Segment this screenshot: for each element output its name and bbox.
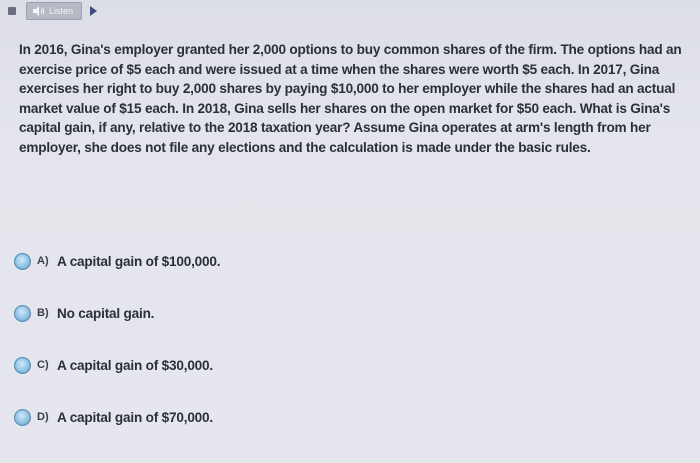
option-b[interactable] <box>14 302 674 324</box>
listen-button[interactable] <box>26 2 82 20</box>
option-a-text: A capital gain of $100,000. <box>57 253 221 269</box>
radio-d[interactable] <box>14 409 31 426</box>
speaker-icon <box>33 6 45 16</box>
option-c[interactable] <box>14 354 674 376</box>
answer-options <box>14 250 674 458</box>
menu-dot-icon[interactable] <box>8 7 16 15</box>
audio-toolbar <box>0 0 140 22</box>
listen-label: Listen <box>49 6 74 16</box>
option-d-letter: D) <box>37 411 49 423</box>
option-d-text: A capital gain of $70,000. <box>57 409 213 425</box>
option-b-letter: B) <box>37 307 49 319</box>
option-a[interactable] <box>14 250 674 272</box>
option-b-text: No capital gain. <box>57 305 155 321</box>
option-c-letter: C) <box>37 359 49 371</box>
option-d[interactable] <box>14 406 674 428</box>
question-text: In 2016, Gina's employer granted her 2,000 options to buy common shares of the firm. The options had an exercise price of $5 each and were issued at a time when the shares were worth $5 each. In 2017, Gina exercises her right to buy 2,000 shares by paying $10,000 to her employer while the shares had an actual market value of $15 each. In 2018, Gina sells her shares on the open market for $50 each. What is Gina's capital gain, if any, relative to the 2018 taxation year? Assume Gina operates at arm's length from her employer, she does not file any elections and the calculation is made under the basic rules. <box>19 42 682 155</box>
radio-c[interactable] <box>14 357 31 374</box>
option-c-text: A capital gain of $30,000. <box>57 357 213 373</box>
play-icon[interactable] <box>90 6 97 16</box>
option-a-letter: A) <box>37 255 49 267</box>
radio-a[interactable] <box>14 253 31 270</box>
radio-b[interactable] <box>14 305 31 322</box>
